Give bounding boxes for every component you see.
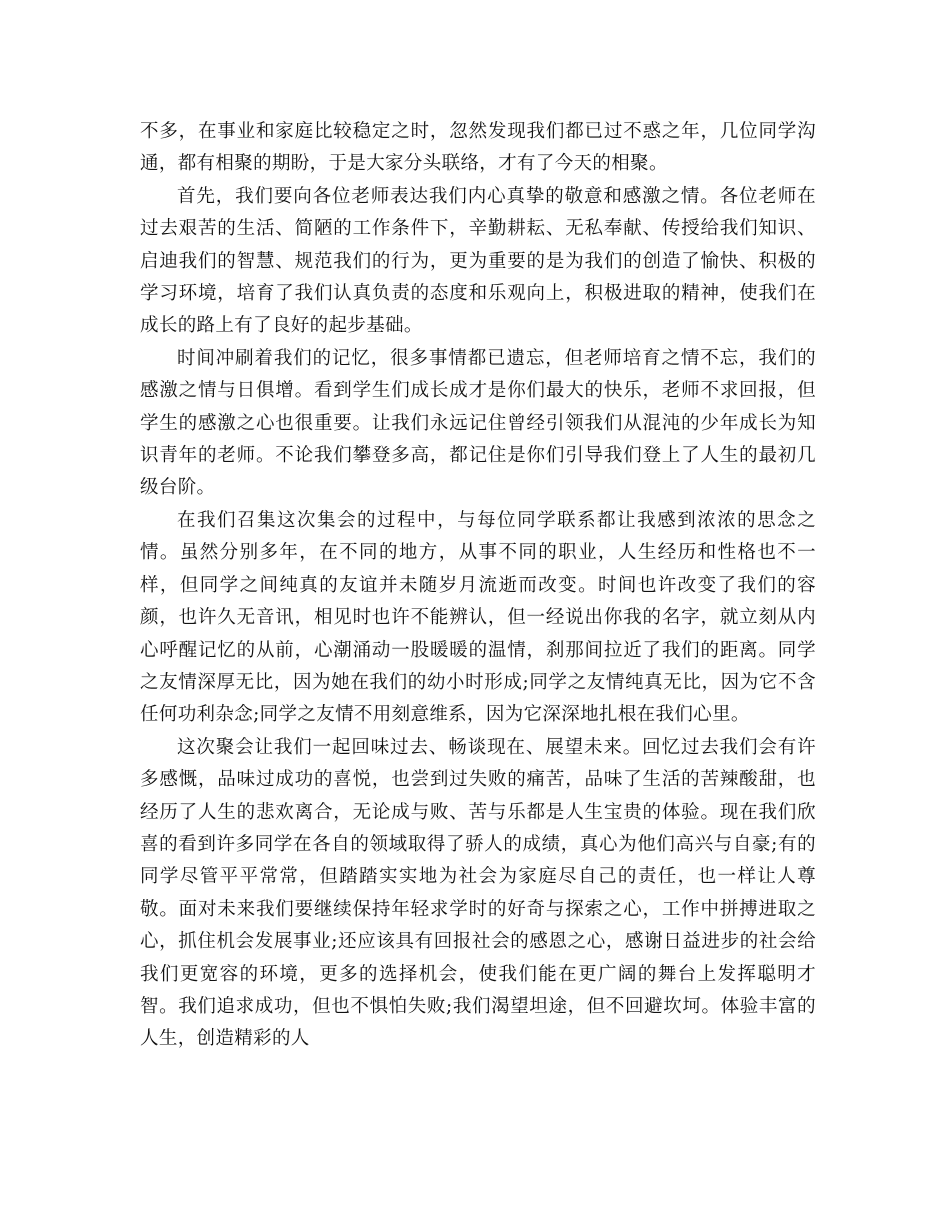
- paragraph-3: 时间冲刷着我们的记忆，很多事情都已遗忘，但老师培育之情不忘，我们的感激之情与日俱增。看到学生们成长成才是你们最大的快乐，老师不求回报，但学生的感激之心也很重要。让我们永远记住曾经引领我们从混沌的少年成长为知识青年的老师。不论我们攀登多高，都记住是你们引导我们登上了人生的最初几级台阶。: [140, 347, 816, 499]
- paragraph-1: 不多，在事业和家庭比较稳定之时，忽然发现我们都已过不惑之年，几位同学沟通，都有相聚的期盼，于是大家分头联络，才有了今天的相聚。: [140, 121, 816, 175]
- paragraph-4: 在我们召集这次集会的过程中，与每位同学联系都让我感到浓浓的思念之情。虽然分别多年，在不同的地方，从事不同的职业，人生经历和性格也不一样，但同学之间纯真的友谊并未随岁月流逝而改变。时间也许改变了我们的容颜，也许久无音讯，相见时也许不能辨认，但一经说出你我的名字，就立刻从内心呼醒记忆的从前，心潮涌动一股暖暖的温情，刹那间拉近了我们的距离。同学之友情深厚无比，因为她在我们的幼小时形成;同学之友情纯真无比，因为它不含任何功利杂念;同学之友情不用刻意维系，因为它深深地扎根在我们心里。: [140, 509, 816, 726]
- paragraph-5: 这次聚会让我们一起回味过去、畅谈现在、展望未来。回忆过去我们会有许多感慨，品味过成功的喜悦，也尝到过失败的痛苦，品味了生活的苦辣酸甜，也经历了人生的悲欢离合，无论成与败、苦与乐都是人生宝贵的体验。现在我们欣喜的看到许多同学在各自的领域取得了骄人的成绩，真心为他们高兴与自豪;有的同学尽管平平常常，但踏踏实实地为社会为家庭尽自己的责任，也一样让人尊敬。面对未来我们要继续保持年轻求学时的好奇与探索之心，工作中拼搏进取之心，抓住机会发展事业;还应该具有回报社会的感恩之心，感谢日益进步的社会给我们更宽容的环境，更多的选择机会，使我们能在更广阔的舞台上发挥聪明才智。我们追求成功，但也不惧怕失败;我们渴望坦途，但不回避坎坷。体验丰富的人生，创造精彩的人: [140, 736, 816, 1050]
- paragraph-2: 首先，我们要向各位老师表达我们内心真挚的敬意和感激之情。各位老师在过去艰苦的生活、简陋的工作条件下，辛勤耕耘、无私奉献、传授给我们知识、启迪我们的智慧、规范我们的行为，更为重要的是为我们的创造了愉快、积极的学习环境，培育了我们认真负责的态度和乐观向上，积极进取的精神，使我们在成长的路上有了良好的起步基础。: [140, 185, 816, 337]
- document-body: [140, 116, 816, 1056]
